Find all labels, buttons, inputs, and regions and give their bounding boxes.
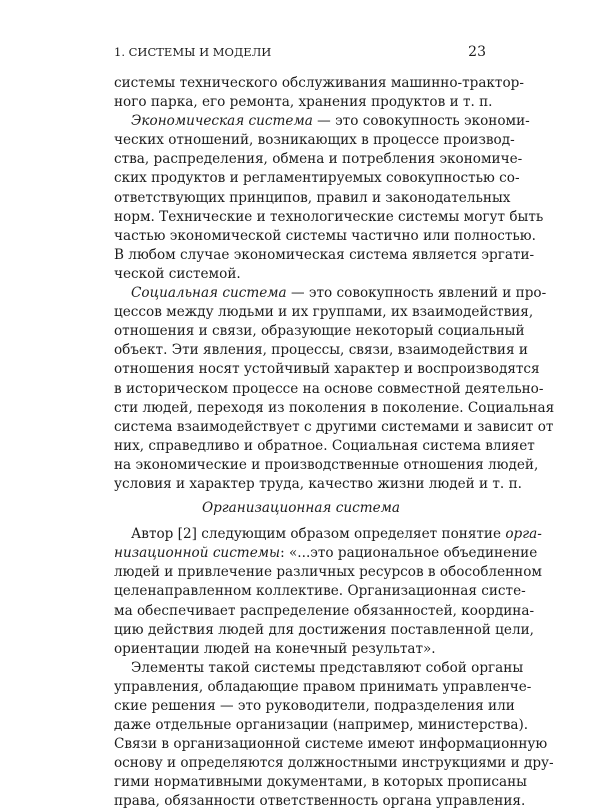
text-line: цессов между людьми и их группами, их взаимодействия, xyxy=(114,304,534,321)
text-line: гими нормативными документами, в которых прописаны xyxy=(114,774,527,791)
text-line: целенаправленном коллективе. Организационная систе- xyxy=(114,583,526,600)
body-text xyxy=(114,74,555,812)
chapter-title: 1. СИСТЕМЫ И МОДЕЛИ xyxy=(114,45,272,59)
page-number: 23 xyxy=(468,44,486,60)
text-line: управления, обладающие правом принимать управленче- xyxy=(114,678,532,695)
running-header xyxy=(114,44,486,60)
text-line: ческой системой. xyxy=(114,265,241,282)
text-line: Элементы такой системы представляют собой органы xyxy=(131,659,524,676)
text-line: права, обязанности ответственность органа управления. xyxy=(114,793,526,810)
text-line: в историческом процессе на основе совместной деятельно- xyxy=(114,380,544,397)
text-line: ответствующих принципов, правил и законодательных xyxy=(114,189,511,206)
text-line: ских продуктов и регламентируемых совокупностью со- xyxy=(114,170,520,187)
section-heading: Организационная система xyxy=(201,500,401,517)
text-line: цию действия людей для достижения поставленной цели, xyxy=(114,621,534,638)
text-line: них, справедливо и обратное. Социальная система влияет xyxy=(114,437,535,454)
text-line: ства, распределения, обмена и потребления экономиче- xyxy=(114,151,523,168)
text-line: частью экономической системы частично или полностью. xyxy=(114,227,536,244)
text-line: ческих отношений, возникающих в процессе производ- xyxy=(114,132,515,149)
text-line: ного парка, его ремонта, хранения продуктов и т. п. xyxy=(114,94,493,111)
text-line: людей и привлечение различных ресурсов в обособленном xyxy=(114,564,542,581)
text-line: Автор [2] следующим образом определяет понятие орга- xyxy=(131,526,542,543)
text-line: отношения носят устойчивый характер и воспроизводятся xyxy=(114,361,540,378)
text-line: основу и определяются должностными инструкциями и дру- xyxy=(114,755,554,772)
text-line: низационной системы: «...это рациональное объединение xyxy=(114,545,538,562)
text-line: даже отдельные организации (например, министерства). xyxy=(114,717,529,734)
text-line: сти людей, переходя из поколения в поколение. Социальная xyxy=(114,399,555,416)
text-line: условия и характер труда, качество жизни людей и т. п. xyxy=(114,475,522,492)
text-line: Социальная система — это совокупность явлений и про- xyxy=(131,285,547,302)
text-line: ские решения — это руководители, подразделения или xyxy=(114,698,515,714)
text-line: ориентации людей на конечный результат». xyxy=(114,640,436,657)
text-line: Связи в организационной системе имеют информационную xyxy=(114,736,548,753)
text-line: объект. Эти явления, процессы, связи, взаимодействия и xyxy=(114,342,528,359)
text-line: на экономические и производственные отношения людей, xyxy=(114,456,539,473)
text-line: системы технического обслуживания машинно-трактор- xyxy=(114,75,524,91)
text-line: отношения и связи, образующие некоторый социальный xyxy=(114,323,525,340)
text-line: В любом случае экономическая система является эргати- xyxy=(114,246,535,263)
text-line: ма обеспечивает распределение обязанностей, координа- xyxy=(114,602,535,619)
text-line: норм. Технические и технологические системы могут быть xyxy=(114,208,544,225)
text-line: Экономическая система — это совокупность экономи- xyxy=(131,113,530,130)
text-line: система взаимодействует с другими системами и зависит от xyxy=(114,418,554,435)
